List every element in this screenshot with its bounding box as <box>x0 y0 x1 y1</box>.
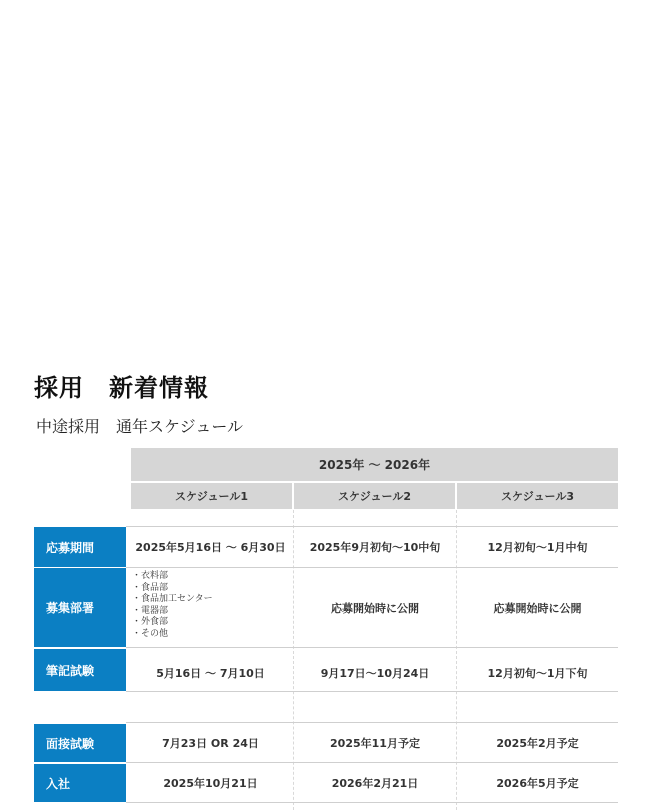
department-list <box>132 571 213 640</box>
table-cell: 2025年2月予定 <box>496 737 579 750</box>
year-range-header: 2025年 〜 2026年 <box>131 448 618 481</box>
row-divider <box>126 722 618 723</box>
row-divider <box>126 691 618 692</box>
table-cell: 5月16日 〜 7月10日 <box>156 667 265 680</box>
page-subtitle: 中途採用 通年スケジュール <box>36 417 244 436</box>
table-cell: 2025年10月21日 <box>163 777 258 790</box>
schedule-3-header: スケジュール3 <box>457 483 618 509</box>
schedule-1-header: スケジュール1 <box>131 483 292 509</box>
list-item: ・ 外食部 <box>132 617 213 629</box>
row-label-written-exam: 筆記試験 <box>34 649 126 691</box>
table-cell: 応募開始時に公開 <box>493 601 582 615</box>
list-item: ・ 衣料部 <box>132 571 213 583</box>
table-cell: 2025年11月予定 <box>330 737 420 750</box>
row-label-departments: 募集部署 <box>34 568 126 647</box>
table-cell: 7月23日 OR 24日 <box>162 737 259 750</box>
list-item: ・ 電器部 <box>132 606 213 618</box>
table-cell: 2025年9月初旬〜10中旬 <box>309 541 441 554</box>
table-cell: 2026年5月予定 <box>496 777 579 790</box>
row-label-application-period: 応募期間 <box>34 527 126 567</box>
row-label-interview: 面接試験 <box>34 724 126 762</box>
row-label-joining: 入社 <box>34 764 126 802</box>
page-title: 採用 新着情報 <box>34 374 209 402</box>
table-cell: 応募開始時に公開 <box>331 601 419 615</box>
table-cell: 12月初旬〜1月中旬 <box>487 541 588 554</box>
row-divider <box>126 762 618 763</box>
table-cell: 2025年5月16日 〜 6月30日 <box>135 541 286 554</box>
list-item: ・ 食品加工センター <box>132 594 213 606</box>
row-divider <box>126 802 618 803</box>
table-cell: 2026年2月21日 <box>331 777 419 790</box>
list-item: ・ 食品部 <box>132 583 213 595</box>
row-divider <box>126 647 618 648</box>
table-cell: 9月17日〜10月24日 <box>320 667 430 680</box>
list-item: ・ その他 <box>132 629 213 641</box>
table-cell: 12月初旬〜1月下旬 <box>487 667 588 680</box>
schedule-2-header: スケジュール2 <box>294 483 455 509</box>
